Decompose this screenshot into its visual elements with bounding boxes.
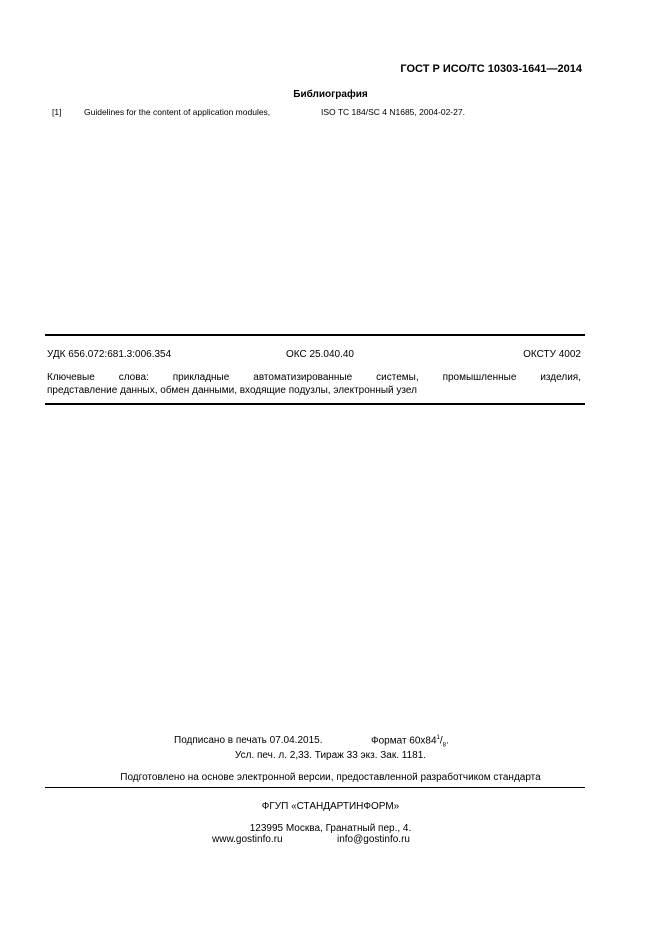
keyword-word: слова: <box>118 372 149 383</box>
bibliography-title: Библиография <box>293 89 368 100</box>
oks-code: ОКС 25.040.40 <box>286 349 354 360</box>
keyword-word: Ключевые <box>47 372 95 383</box>
udk-code: УДК 656.072:681.3:006.354 <box>47 349 172 360</box>
prepared-note: Подготовлено на основе электронной версии, предоставленной разработчиком стандарта <box>120 772 541 783</box>
reference-source: ISO TC 184/SC 4 N1685, 2004-02-27. <box>321 107 465 117</box>
publisher-address: 123995 Москва, Гранатный пер., 4. <box>249 823 412 834</box>
keyword-word: изделия, <box>540 372 581 383</box>
keywords-block <box>47 371 581 397</box>
publisher-email: info@gostinfo.ru <box>337 834 410 845</box>
reference-number: [1] <box>52 107 62 117</box>
format-denominator: 8 <box>442 742 447 749</box>
keyword-word: системы, <box>376 372 419 383</box>
reference-title: Guidelines for the content of application modules, <box>84 107 271 117</box>
publisher-rule <box>45 787 585 788</box>
signed-for-print: Подписано в печать 07.04.2015. <box>174 735 323 746</box>
publisher-name: ФГУП «СТАНДАРТИНФОРМ» <box>261 801 400 812</box>
classification-bottom-rule <box>45 403 585 405</box>
format-prefix: Формат 60x84 <box>371 735 437 747</box>
format-suffix: . <box>446 735 449 747</box>
keyword-word: автоматизированные <box>253 372 353 383</box>
format-numerator: 1 <box>436 735 440 741</box>
publisher-website: www.gostinfo.ru <box>212 834 283 845</box>
document-code: ГОСТ Р ИСО/ТС 10303-1641—2014 <box>400 63 582 75</box>
keyword-word: прикладные <box>172 372 230 383</box>
classification-top-rule <box>45 334 585 336</box>
okstu-code: ОКСТУ 4002 <box>523 349 581 360</box>
paper-format: Формат $60x84^1/_8$. <box>371 735 449 749</box>
keywords-line-1 <box>47 371 581 384</box>
keywords-line-2: представление данных, обмен данными, входящие подузлы, электронный узел <box>47 385 417 396</box>
keyword-word: промышленные <box>442 372 517 383</box>
print-info: Усл. печ. л. 2,33. Тираж 33 экз. Зак. 1181. <box>234 750 427 761</box>
